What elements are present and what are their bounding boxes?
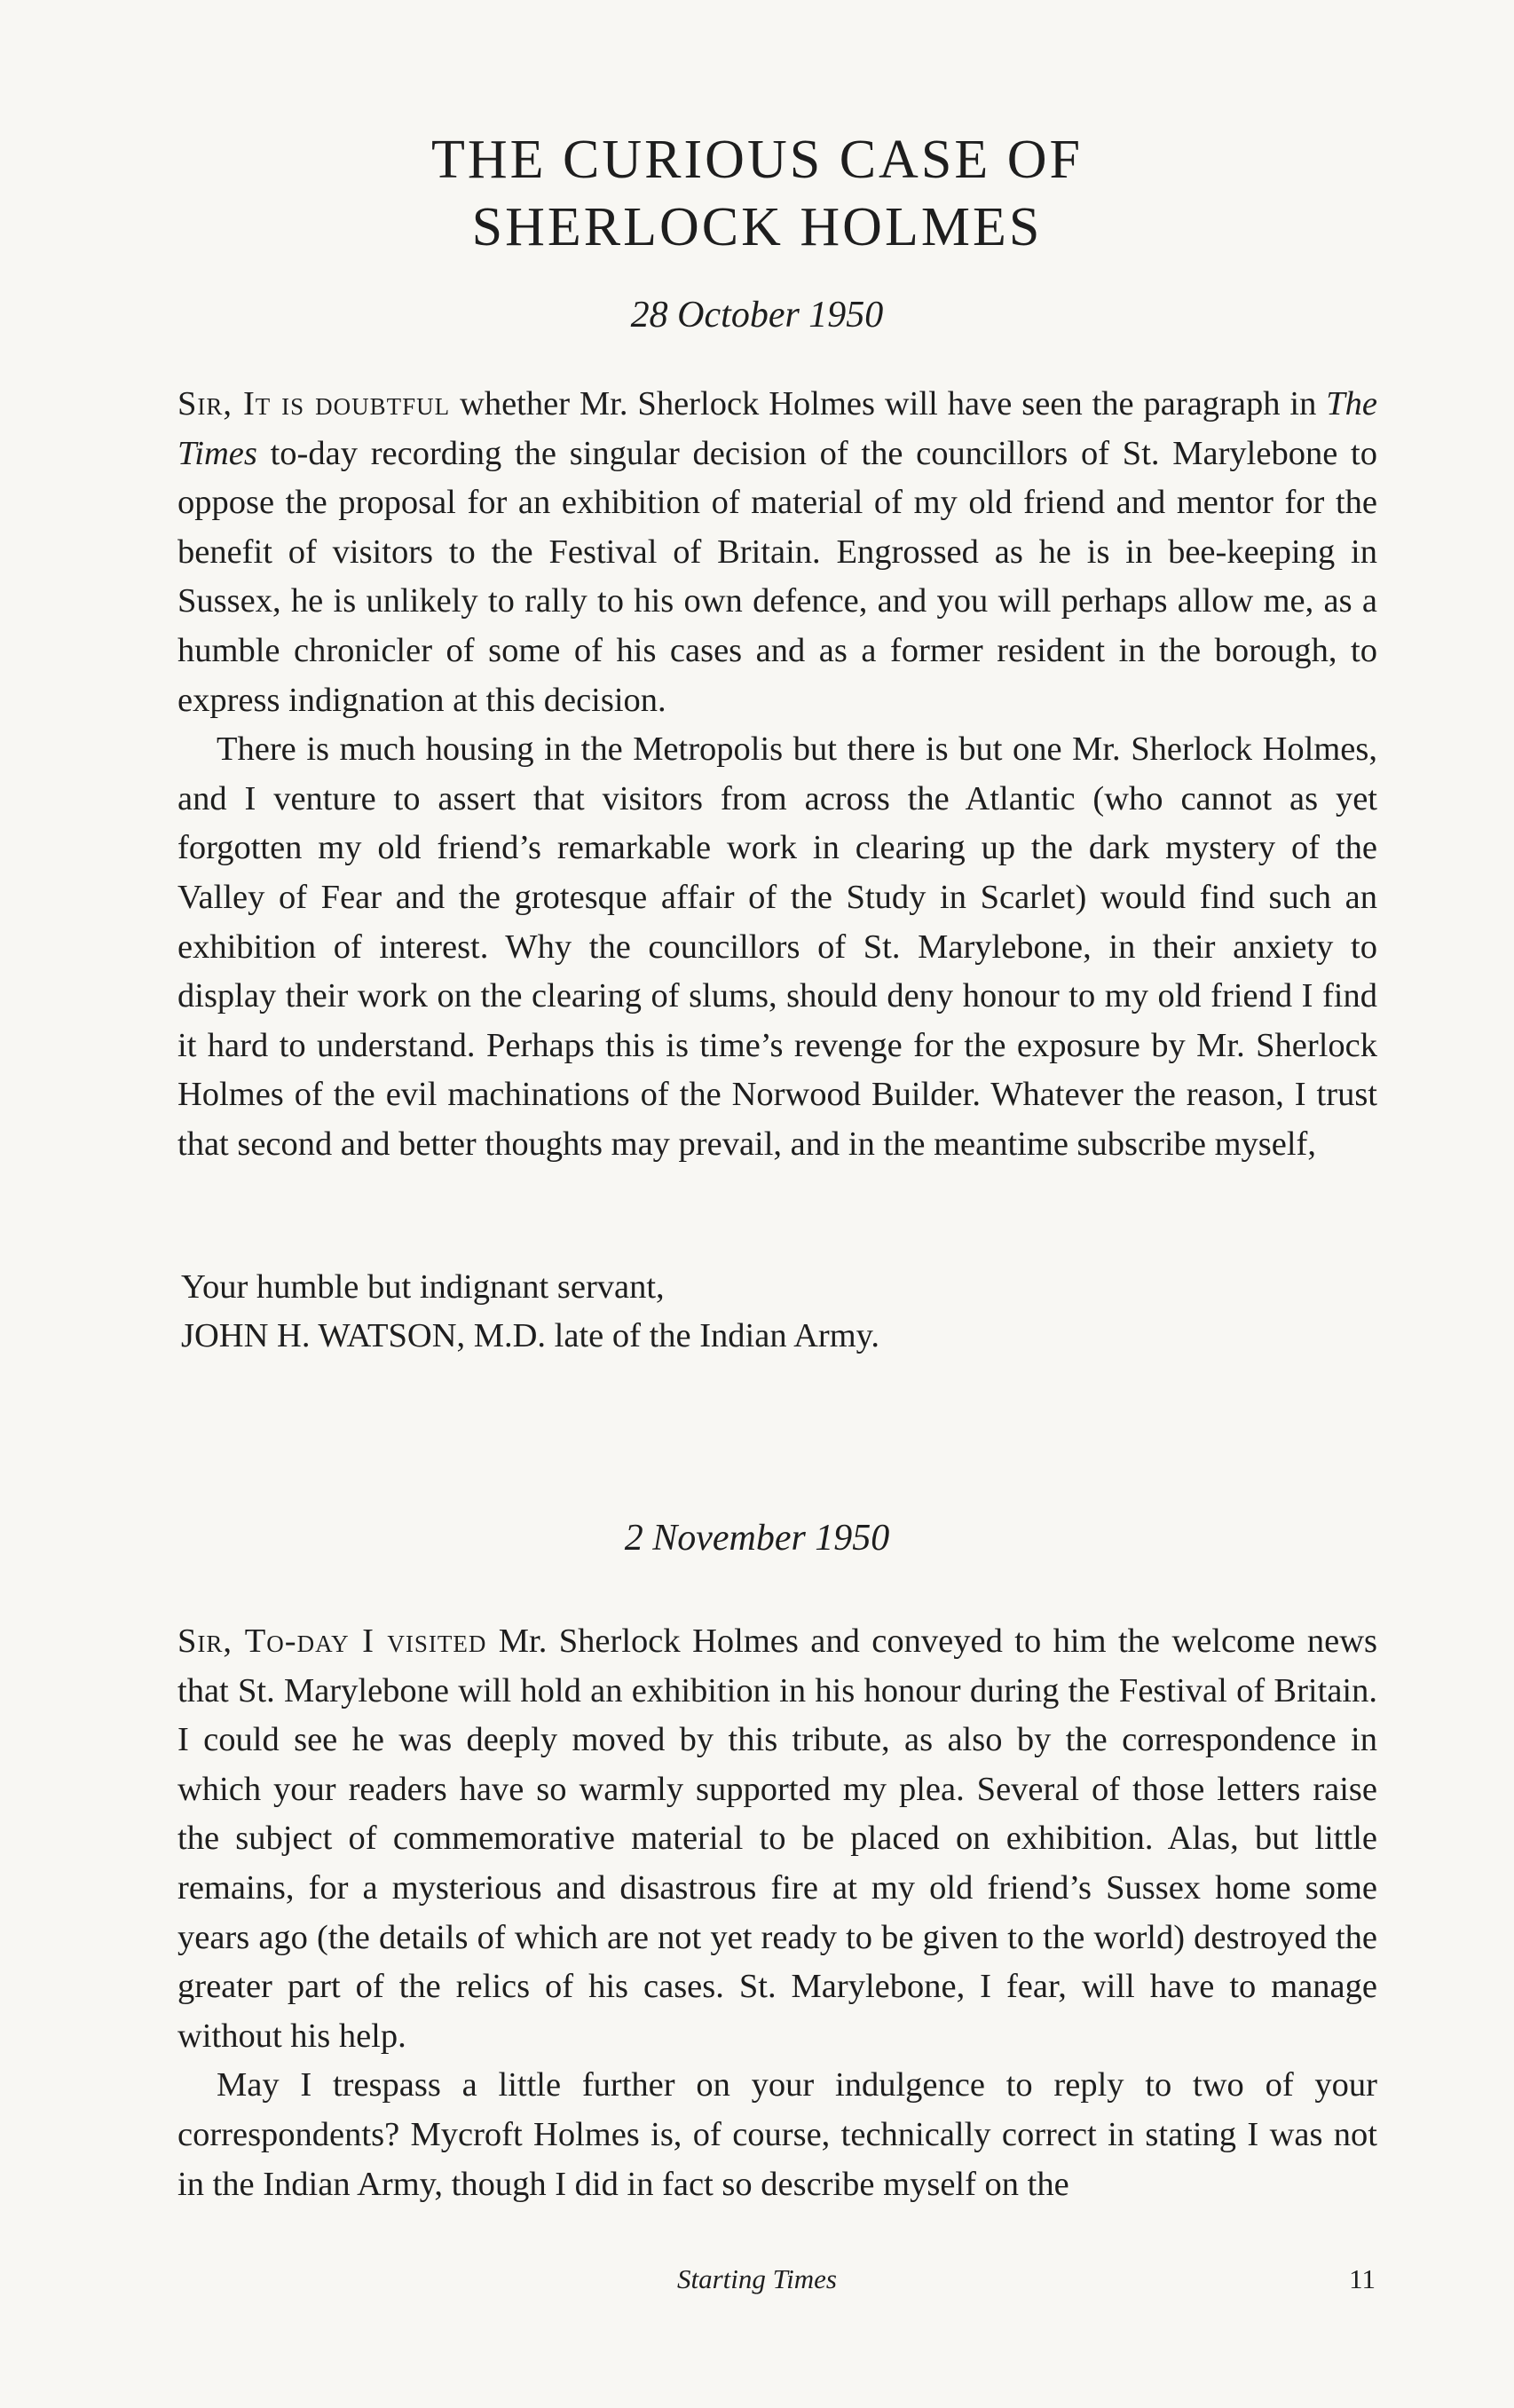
page-title-line-2: SHERLOCK HOLMES: [471, 197, 1043, 257]
letter-2-opening: Sir, To-day I visited: [177, 1622, 487, 1660]
letter-2-date: 2 November 1950: [624, 1518, 890, 1559]
letter-2-p1-text: Mr. Sherlock Holmes and conveyed to him the welcome news that St. Marylebone will hold an exhibition in his honour during the Festival of Britain. I could see he was deeply moved by this tribute, as also by the correspondence in which your readers have so warmly supported my plea. Several of those letters raise the subject of commemorative material to be placed on exhibition. Alas, but little remains, for a mysterious and disastrous fire at my old friend’s Sussex home some years ago (the details of which are not yet ready to be given to the world) destroyed the greater part of the relics of his cases. St. Marylebone, I fear, will have to manage without his help.: [177, 1622, 1377, 2055]
letter-1-paragraph-2: There is much housing in the Metropolis but there is but one Mr. Sherlock Holmes, and I venture to assert that visitors from across the Atlantic (who cannot as yet forgotten my old friend’s remarkable work in clearing up the dark mystery of the Valley of Fear and the grotesque affair of the Study in Scarlet) would find such an exhibition of interest. Why the councillors of St. Marylebone, in their anxiety to display their work on the clearing of slums, should deny honour to my old friend I find it hard to understand. Perhaps this is time’s revenge for the exposure by Mr. Sherlock Holmes of the evil machinations of the Norwood Builder. Whatever the reason, I trust that second and better thoughts may prevail, and in the meantime subscribe myself,: [177, 730, 1377, 1163]
letter-1-date: 28 October 1950: [630, 295, 884, 336]
page-number: 11: [1349, 2263, 1376, 2294]
running-footer-title: Starting Times: [676, 2263, 837, 2294]
letter-2-body: [177, 1617, 1377, 2209]
letter-1-p1-text-b: to-day recording the singular decision of the councillors of St. Marylebone to oppose the proposal for an exhibition of material of my old friend and mentor for the benefit of visitors to the Festival of Britain. Engrossed as he is in bee-keeping in Sussex, he is unlikely to rally to his own defence, and you will perhaps allow me, as a humble chronicler of some of his cases and as a former resident in the borough, to express indignation at this decision.: [177, 434, 1377, 719]
letter-1-p1-text-a: whether Mr. Sherlock Holmes will have seen the paragraph in: [450, 385, 1327, 422]
letter-2-paragraph-1: [177, 1617, 1377, 2061]
letter-1-body: [177, 380, 1377, 1170]
newspaper-title: The Times: [177, 385, 1377, 472]
letter-1-opening: Sir, It is doubtful: [177, 385, 451, 422]
letter-2-paragraph-2: May I trespass a little further on your indulgence to reply to two of your correspondents? Mycroft Holmes is, of course, technically correct in stating I was not in the Indian Army, though I did in fact so describe myself on the: [177, 2066, 1377, 2203]
letter-1-paragraph-1: [177, 380, 1377, 725]
letter-1-signature: JOHN H. WATSON, M.D. late of the Indian Army.: [181, 1317, 880, 1354]
page-title-line-1: THE CURIOUS CASE OF: [431, 130, 1083, 190]
letter-1-signoff: Your humble but indignant servant,: [181, 1268, 665, 1306]
